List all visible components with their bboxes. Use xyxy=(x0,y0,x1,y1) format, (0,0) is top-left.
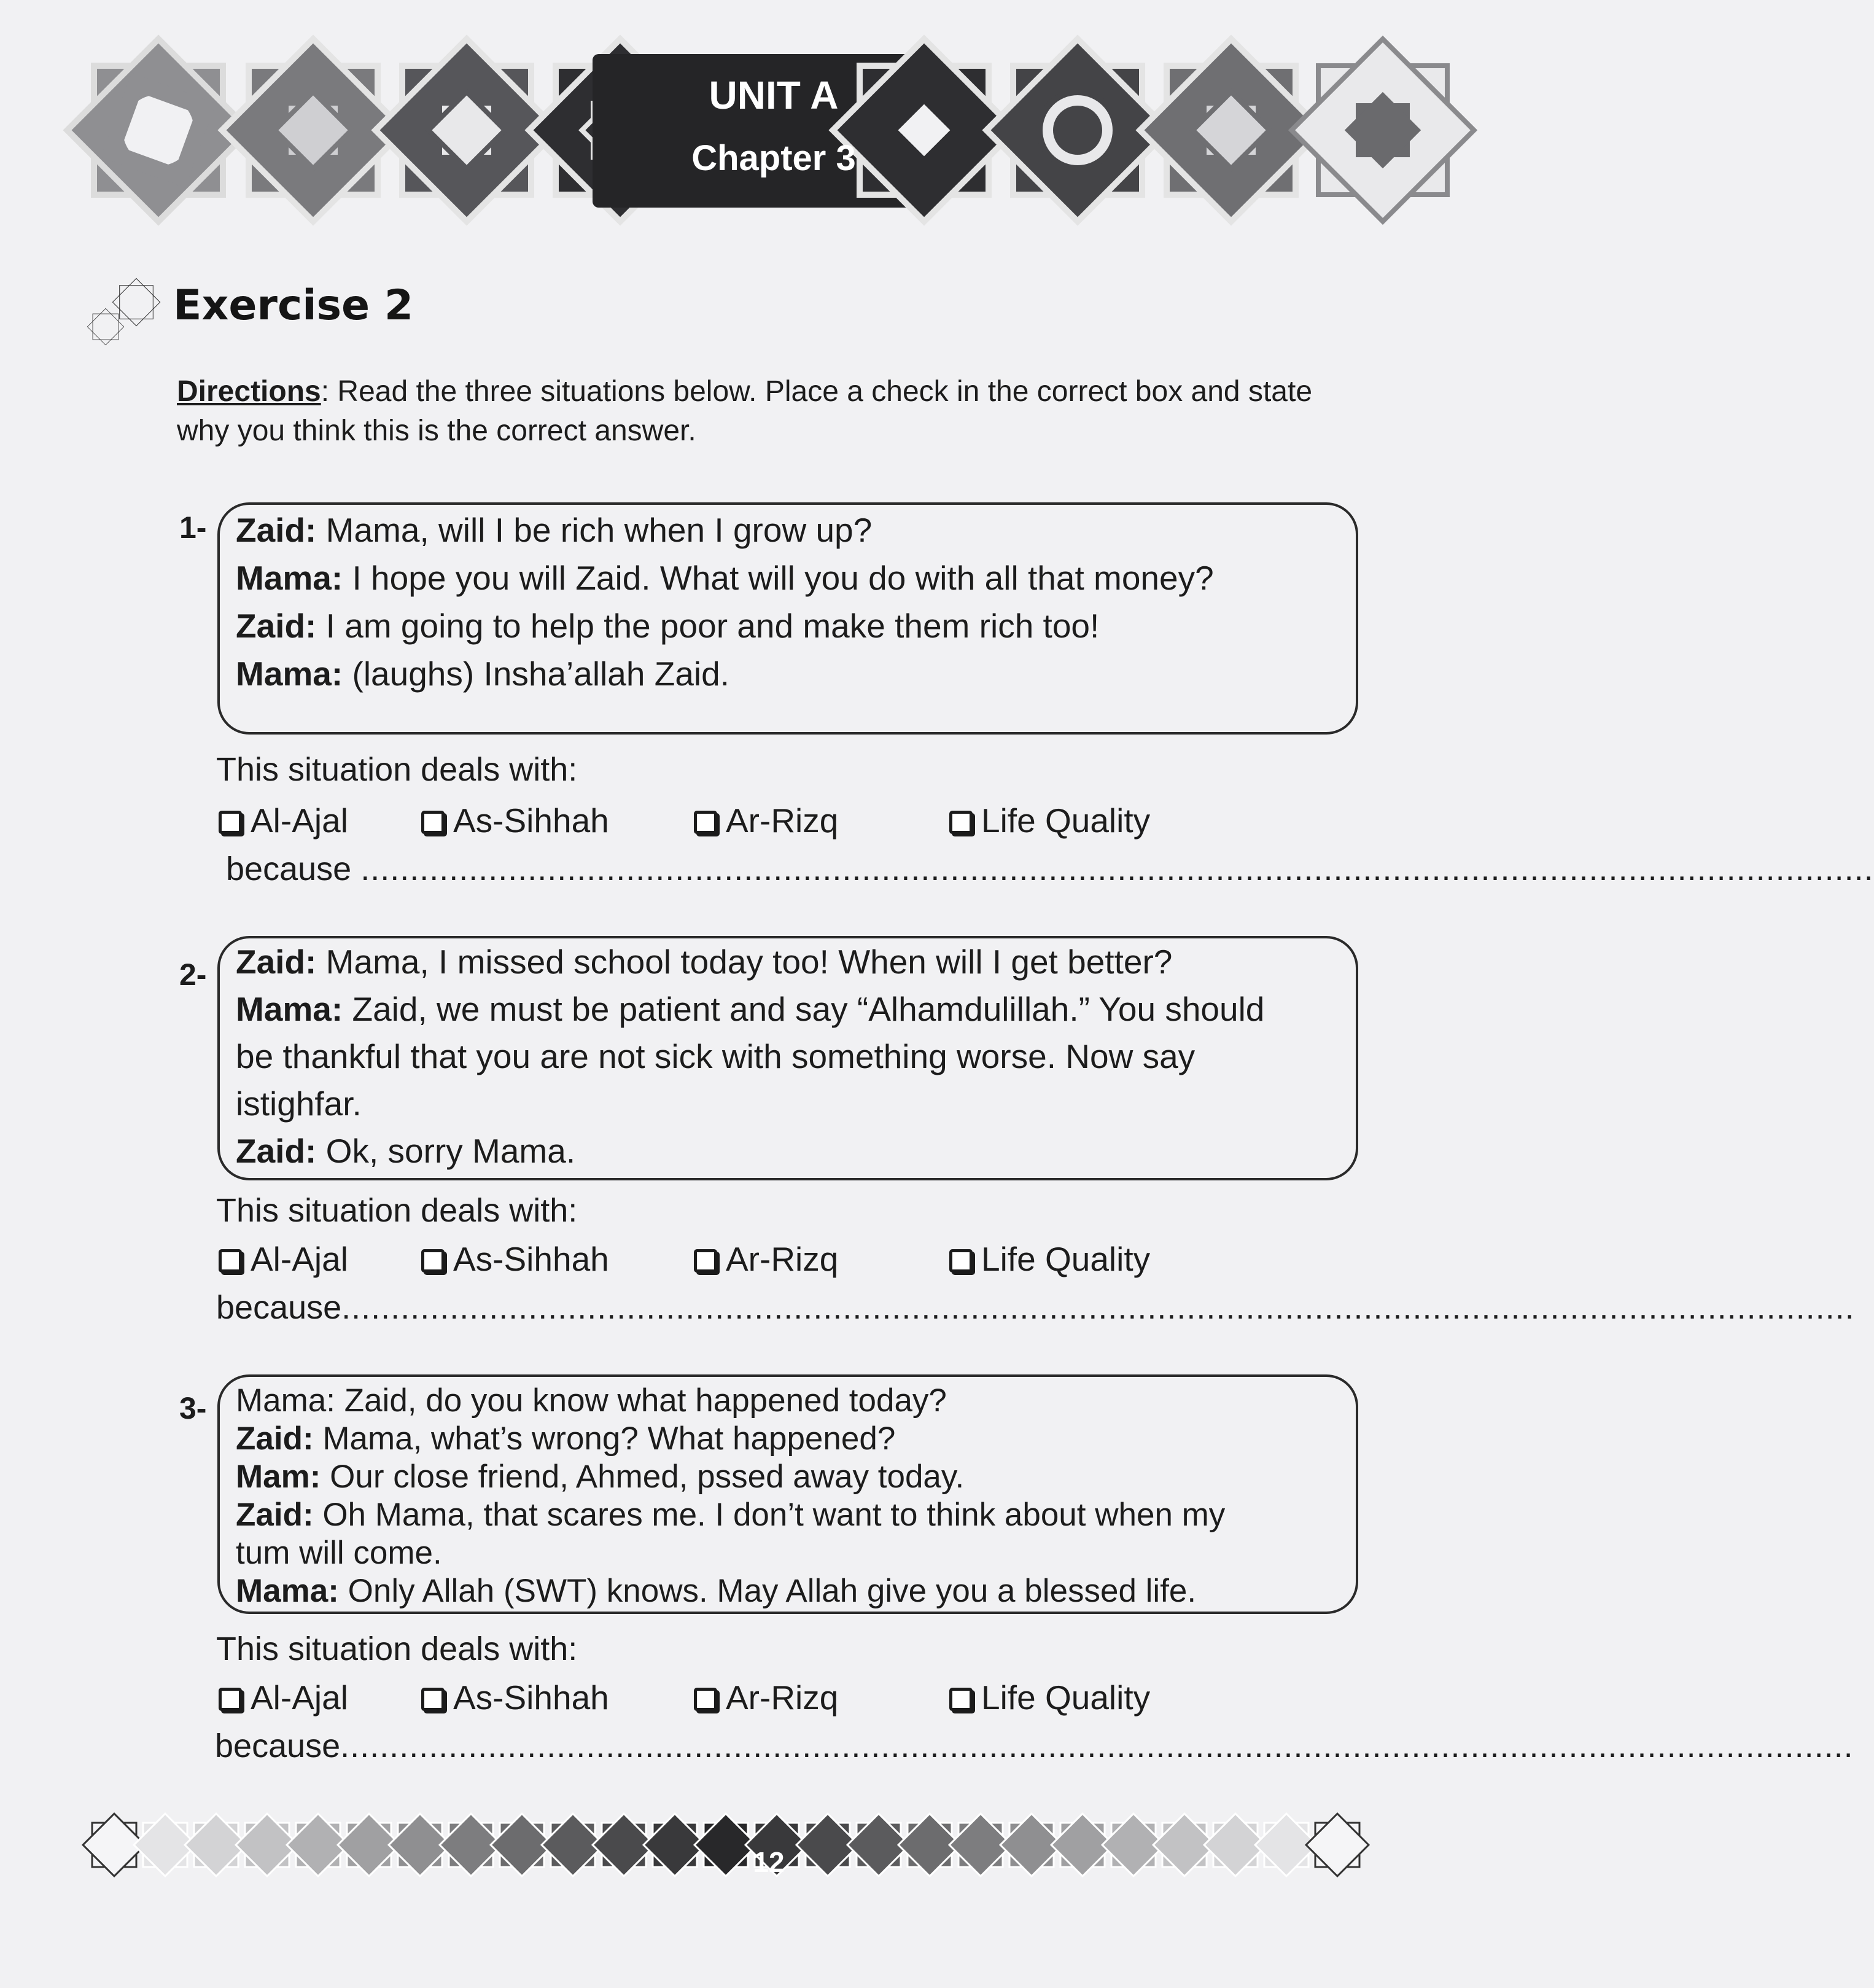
directions-text-line2: why you think this is the correct answer. xyxy=(177,415,696,447)
option-life-quality[interactable]: Life Quality xyxy=(949,1678,1150,1717)
unit-title: UNIT A xyxy=(709,73,839,117)
dialog-text: tum will come. xyxy=(236,1535,442,1571)
option-ar-rizq[interactable]: Ar-Rizq xyxy=(694,1678,838,1717)
checkbox[interactable] xyxy=(219,1688,242,1711)
checkbox[interactable] xyxy=(694,1249,717,1273)
situation-prompt: This situation deals with: xyxy=(216,751,578,788)
dialog-text: Mama, will I be rich when I grow up? xyxy=(316,511,873,549)
option-life-quality[interactable]: Life Quality xyxy=(949,801,1150,840)
dialog-line xyxy=(236,1128,1340,1175)
dialog-text: Ok, sorry Mama. xyxy=(316,1132,576,1170)
option-ar-rizq[interactable]: Ar-Rizq xyxy=(694,801,838,840)
speaker: Mama: xyxy=(236,559,343,597)
dialog-text: Mama: Zaid, do you know what happened today? xyxy=(236,1382,947,1419)
dialog-box xyxy=(217,936,1358,1180)
situation-prompt: This situation deals with: xyxy=(216,1631,578,1667)
checkbox[interactable] xyxy=(949,811,973,834)
dialog-line xyxy=(236,986,1340,1033)
option-as-sihhah[interactable]: As-Sihhah xyxy=(421,801,609,840)
checkbox[interactable] xyxy=(219,1249,242,1273)
dialog-box xyxy=(217,1374,1358,1614)
situation-number: 2- xyxy=(179,957,207,992)
dialog-line xyxy=(236,1458,1340,1496)
dialog-text: be thankful that you are not sick with something worse. Now say xyxy=(236,1037,1196,1075)
situation-number: 3- xyxy=(179,1391,207,1425)
speaker: Zaid: xyxy=(236,1421,314,1457)
dialog-text: I hope you will Zaid. What will you do with all that money? xyxy=(343,559,1214,597)
speaker: Zaid: xyxy=(236,607,317,645)
situation-prompt: This situation deals with: xyxy=(216,1192,578,1229)
speaker: Mama: xyxy=(236,655,343,693)
dialog-line xyxy=(236,1033,1340,1080)
checkbox[interactable] xyxy=(949,1249,973,1273)
dialog-text: Zaid, we must be patient and say “Alhamdulillah.” You should xyxy=(343,990,1265,1028)
option-al-ajal[interactable]: Al-Ajal xyxy=(219,1239,348,1279)
dialog-line xyxy=(236,1382,1340,1420)
dialog-text: I am going to help the poor and make them rich too! xyxy=(316,607,1100,645)
footer-star xyxy=(1306,1814,1369,1876)
dialog-line xyxy=(236,650,1340,698)
option-al-ajal[interactable]: Al-Ajal xyxy=(219,1678,348,1717)
option-ar-rizq[interactable]: Ar-Rizq xyxy=(694,1239,838,1279)
chapter-title: Chapter 3 xyxy=(691,138,856,178)
dialog-text: Mama, I missed school today too! When will I get better? xyxy=(316,943,1173,981)
footer-ornaments xyxy=(83,1814,1369,1876)
directions xyxy=(177,372,1386,451)
checkbox[interactable] xyxy=(694,811,717,834)
situation-number: 1- xyxy=(179,510,207,545)
because-answer-line[interactable]: because.......................................................................................................................................................... xyxy=(216,1289,1855,1326)
dialog-text: Only Allah (SWT) knows. May Allah give you a blessed life. xyxy=(338,1573,1197,1609)
directions-text-line1: : Read the three situations below. Place a check in the correct box and state xyxy=(321,375,1313,408)
option-life-quality[interactable]: Life Quality xyxy=(949,1239,1150,1279)
speaker: Mama: xyxy=(236,990,343,1028)
checkbox[interactable] xyxy=(421,811,445,834)
dialog-text: Oh Mama, that scares me. I don’t want to think about when my xyxy=(313,1497,1226,1533)
speaker: Zaid: xyxy=(236,943,317,981)
dialog-line xyxy=(236,1572,1340,1610)
because-answer-line[interactable]: because .......................................................................................................................................................... xyxy=(226,851,1874,887)
checkbox[interactable] xyxy=(694,1688,717,1711)
dialog-line xyxy=(236,602,1340,650)
option-as-sihhah[interactable]: As-Sihhah xyxy=(421,1678,609,1717)
checkbox[interactable] xyxy=(421,1249,445,1273)
dialog-text: Our close friend, Ahmed, pssed away today. xyxy=(321,1459,965,1495)
dialog-line xyxy=(236,1420,1340,1458)
option-al-ajal[interactable]: Al-Ajal xyxy=(219,801,348,840)
option-as-sihhah[interactable]: As-Sihhah xyxy=(421,1239,609,1279)
dialog-line xyxy=(236,1080,1340,1128)
speaker: Zaid: xyxy=(236,1497,314,1533)
dialog-line xyxy=(236,938,1340,986)
exercise-star-icon xyxy=(87,278,160,345)
page-number: 12 xyxy=(753,1846,785,1878)
header-ornaments xyxy=(68,39,1474,222)
speaker: Zaid: xyxy=(236,1132,317,1170)
speaker: Mama: xyxy=(236,1573,339,1609)
checkbox[interactable] xyxy=(219,811,242,834)
because-answer-line[interactable]: because.......................................................................................................................................................... xyxy=(215,1728,1854,1764)
dialog-box xyxy=(217,502,1358,735)
directions-label: Directions xyxy=(177,375,321,408)
exercise-title: Exercise 2 xyxy=(173,281,414,330)
checkbox[interactable] xyxy=(421,1688,445,1711)
speaker: Zaid: xyxy=(236,511,317,549)
dialog-text: Mama, what’s wrong? What happened? xyxy=(313,1421,896,1457)
checkbox[interactable] xyxy=(949,1688,973,1711)
dialog-line xyxy=(236,554,1340,602)
dialog-line xyxy=(236,506,1340,554)
dialog-text: istighfar. xyxy=(236,1085,362,1123)
dialog-line xyxy=(236,1534,1340,1572)
dialog-line xyxy=(236,1496,1340,1534)
dialog-text: (laughs) Insha’allah Zaid. xyxy=(343,655,730,693)
speaker: Mam: xyxy=(236,1459,321,1495)
